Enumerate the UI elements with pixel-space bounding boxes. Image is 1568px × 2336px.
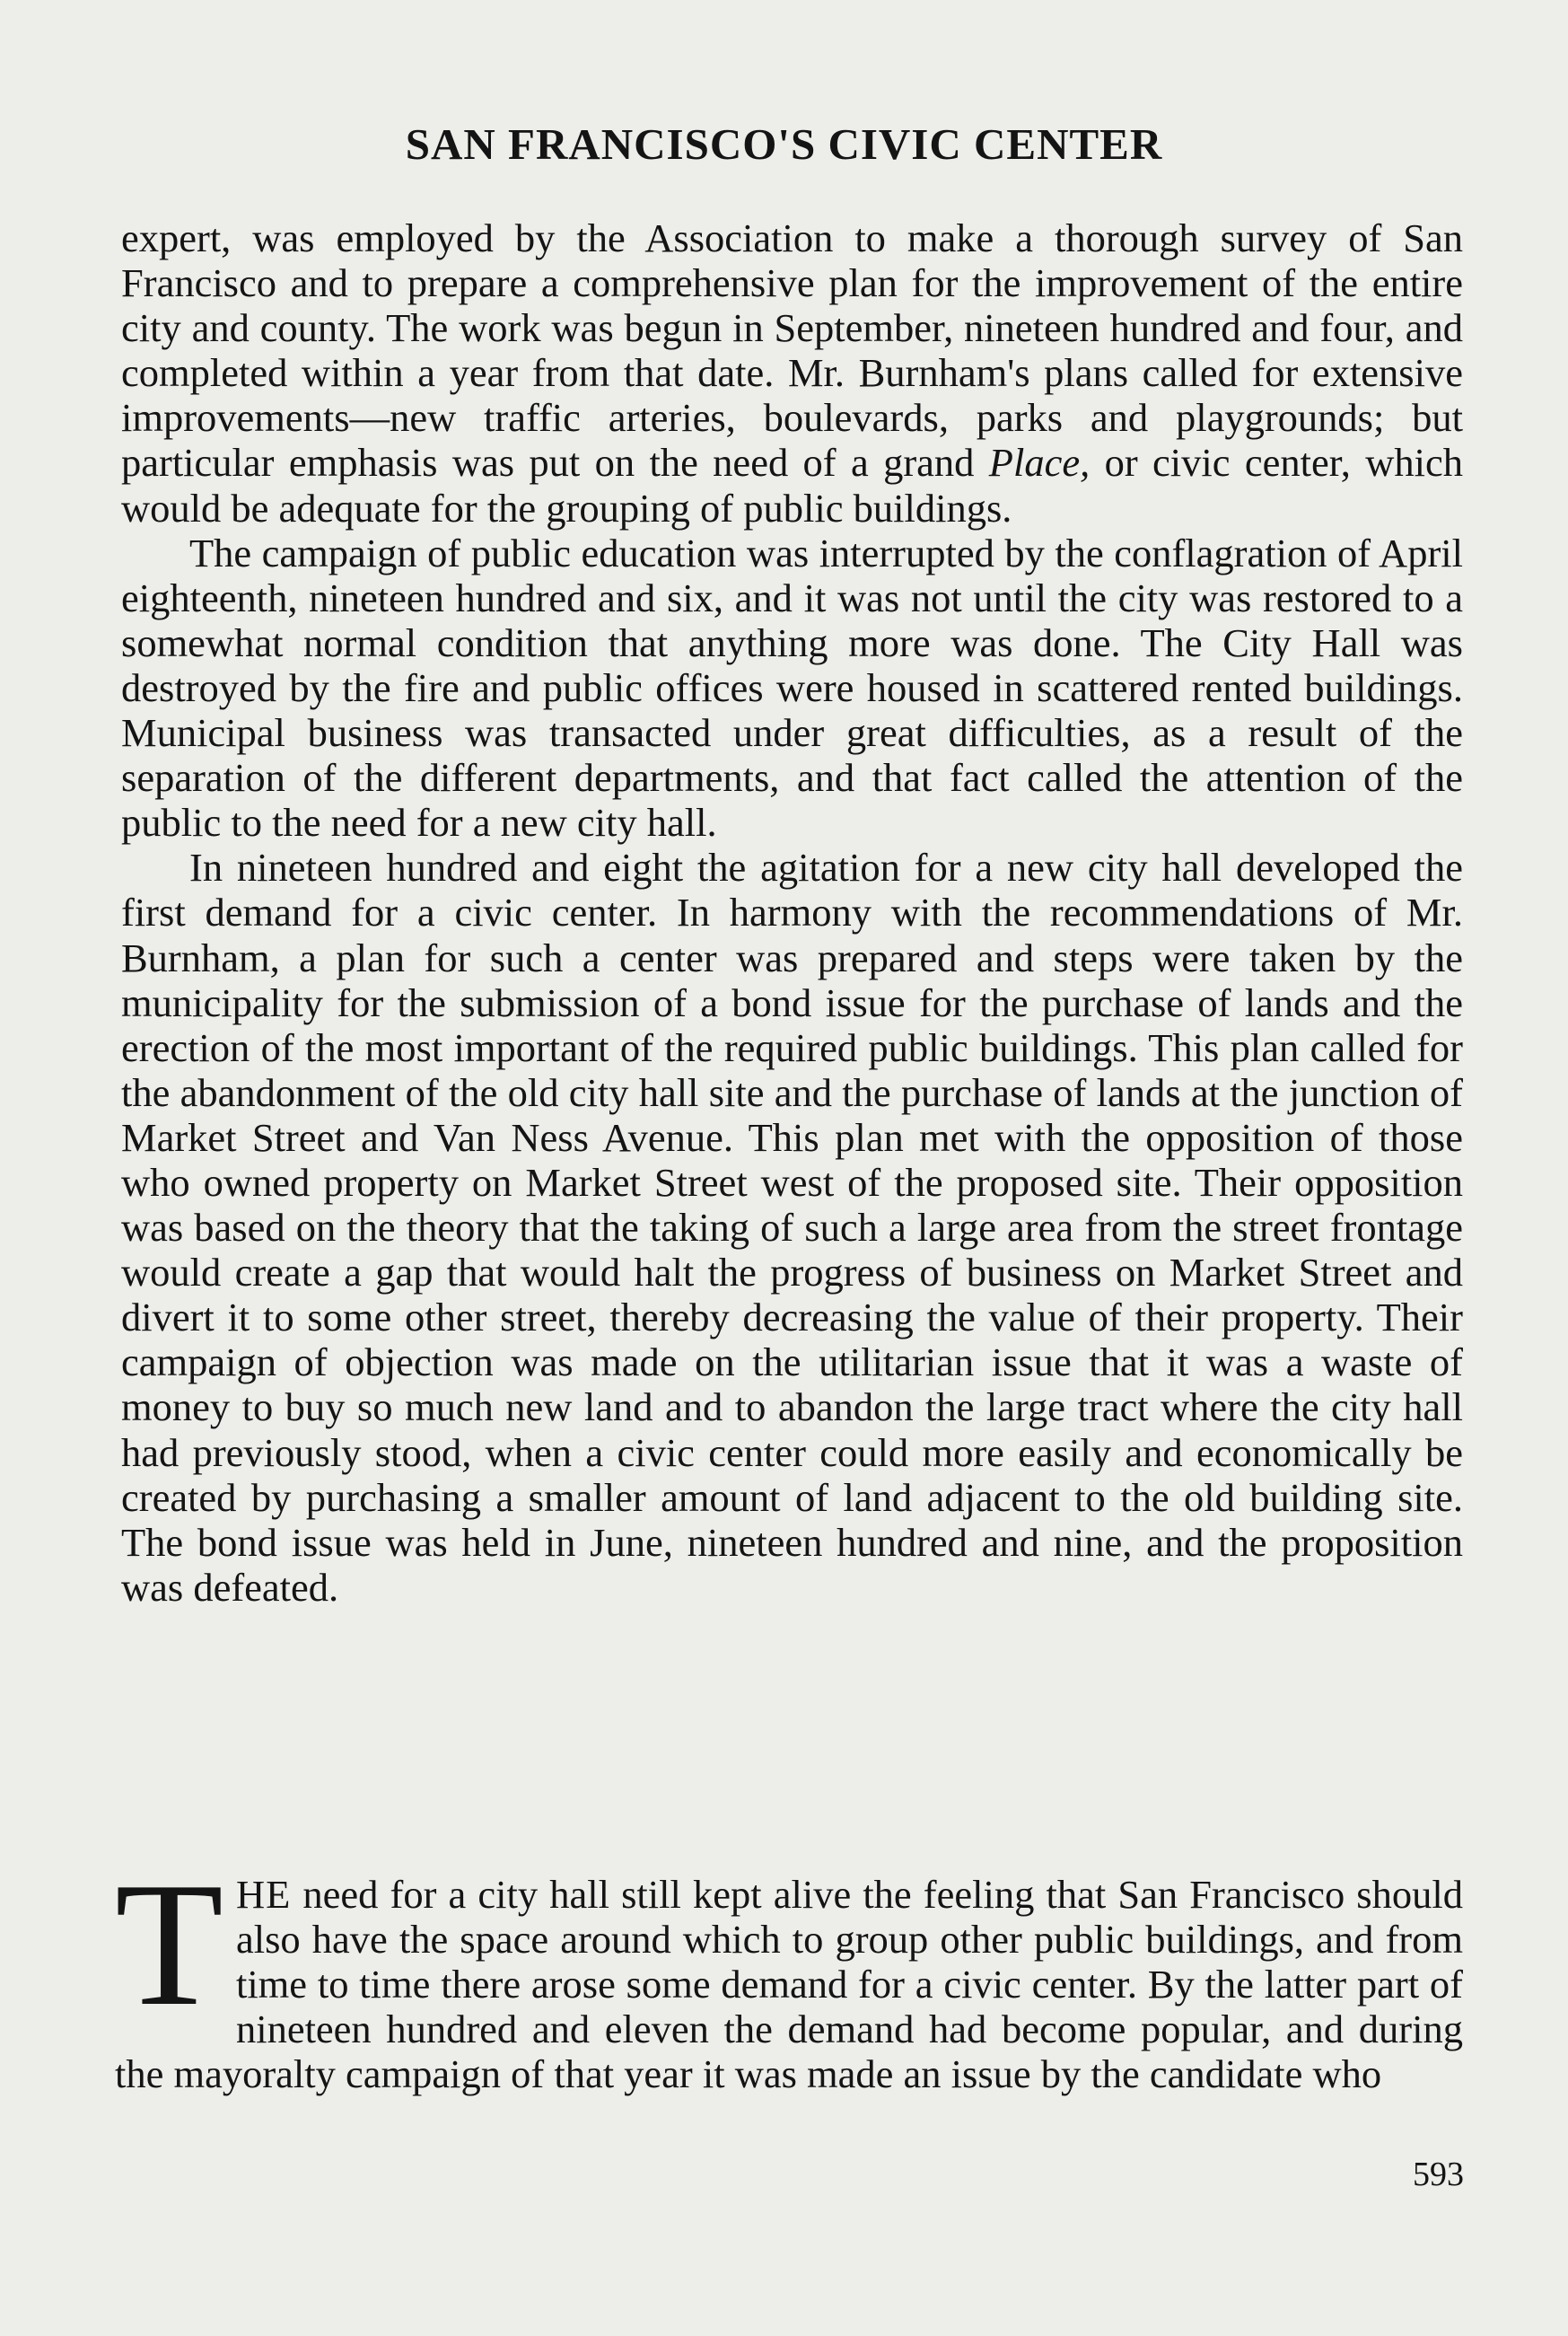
paragraph-1 [121, 215, 1463, 531]
section-text: need for a city hall still kept alive the feeling that San Francisco should also have the space around which to group other public buildings, and from time to time there arose some demand for a civic center. By the latter part of nineteen hundred and eleven the demand had become popular, and during the mayoralty campaign of that year it was made an issue by the candidate who [115, 1872, 1463, 2097]
paragraph-2: The campaign of public education was interrupted by the conflagration of April eighteenth, nineteen hundred and six, and it was not until the city was restored to a somewhat normal condition that anything more was done. The City Hall was destroyed by the fire and public offices were housed in scattered rented buildings. Municipal business was transacted under great difficulties, as a result of the separation of the different departments, and that fact called the attention of the public to the need for a new city hall. [121, 530, 1463, 846]
new-section-paragraph [115, 1846, 1463, 2097]
running-header: SAN FRANCISCO'S CIVIC CENTER [405, 119, 1163, 169]
body-text [121, 215, 1463, 1610]
italic-word-place: Place, [988, 440, 1091, 486]
paragraph-3: In nineteen hundred and eight the agitation for a new city hall developed the first demand for a civic center. In harmony with the recommendations of Mr. Burnham, a plan for such a center was prepared and steps were taken by the municipality for the submission of a bond issue for the purchase of lands and the erection of the most important of the required public buildings. This plan called for the abandonment of the old city hall site and the purchase of lands at the junction of Market Street and Van Ness Avenue. This plan met with the opposition of those who owned property on Market Street west of the proposed site. Their opposition was based on the theory that the taking of such a large area from the street frontage would create a gap that would halt the progress of business on Market Street and divert it to some other street, thereby decreasing the value of their property. Their campaign of objection was made on the utilitarian issue that it was a waste of money to buy so much new land and to abandon the large tract where the city hall had previously stood, when a civic center could more easily and economically be created by purchasing a smaller amount of land adjacent to the old building site. The bond issue was held in June, nineteen hundred and nine, and the proposition was defeated. [121, 845, 1463, 1610]
paragraph-1-text: expert, was employed by the Association to make a thorough survey of San Francisco and to prepare a comprehensive plan for the improvement of the entire city and county. The work was begun in September, nineteen hundred and four, and completed within a year from that date. Mr. Burnham's plans called for extensive improvements—new traffic arteries, boulevards, parks and playgrounds; but particular emphasis was put on the need of a grand [121, 215, 1463, 486]
section-lead-word: HE [235, 1872, 292, 1917]
paragraph-1-end: or civic center, which would be adequate for the grouping of public buildings. [121, 440, 1463, 531]
page-number: 593 [1413, 2156, 1464, 2193]
drop-cap-letter: T [115, 1846, 223, 2042]
